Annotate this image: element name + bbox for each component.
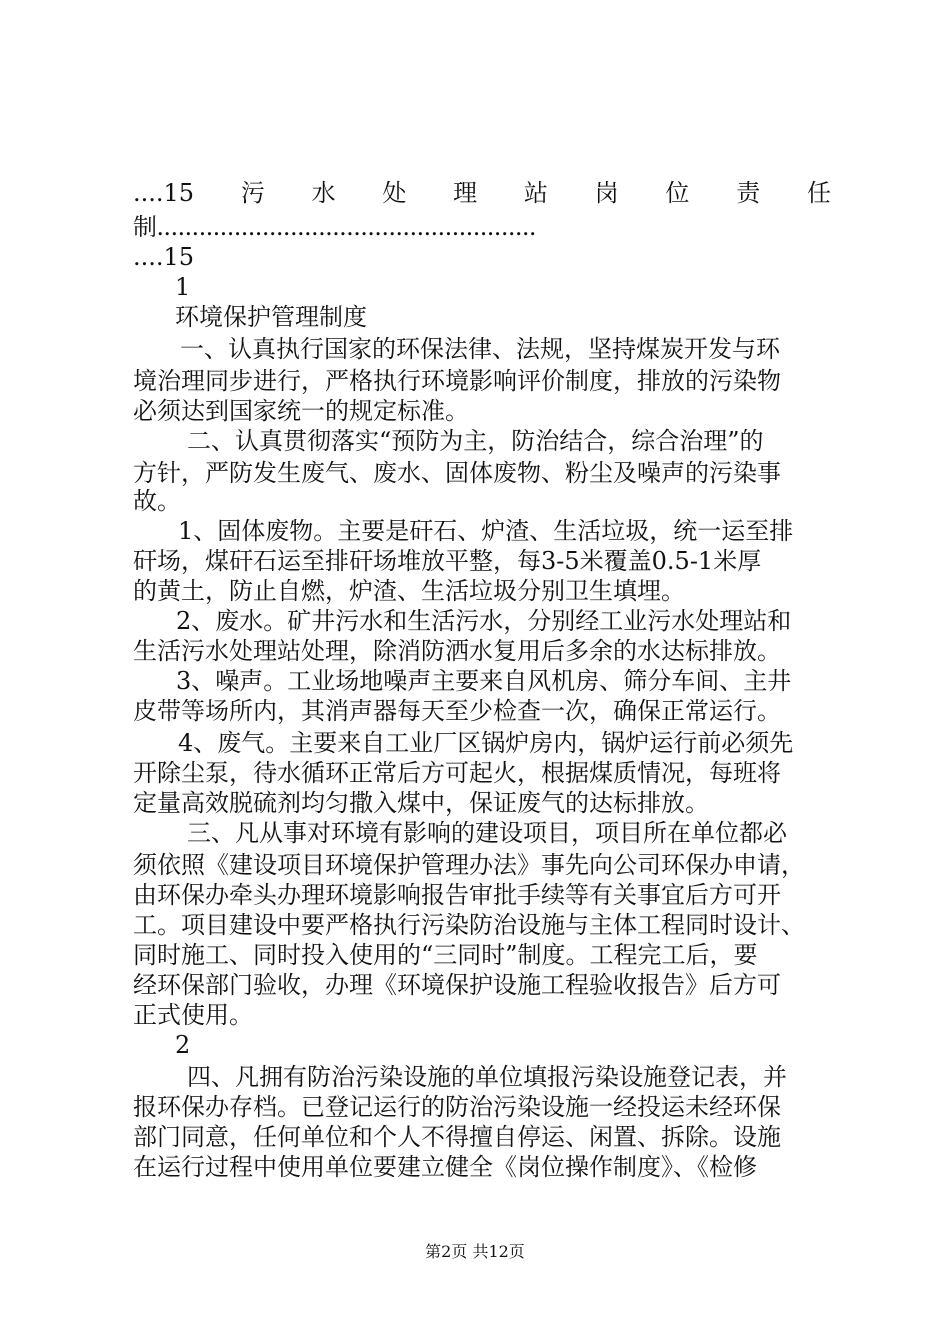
toc-char: 责 (736, 179, 761, 207)
body-line: 3、噪声。工业场地噪声主要来自风机房、筛分车间、主井 (176, 667, 792, 695)
page-footer: 第2页 共12页 (425, 1242, 525, 1261)
body-line: 工。项目建设中要严格执行污染防治设施与主体工程同时设计、 (133, 911, 805, 939)
body-line: 二、认真贯彻落实“预防为主，防治结合，综合治理”的 (163, 427, 764, 455)
body-line: 四、凡拥有防治污染设施的单位填报污染设施登记表，并 (163, 1063, 787, 1091)
body-line: 方针，严防发生废气、废水、固体废物、粉尘及噪声的污染事 (133, 459, 781, 487)
toc-leader: ....15 (133, 179, 195, 207)
toc-char: 任 (806, 179, 831, 207)
body-line: 2、废水。矿井污水和生活污水，分别经工业污水处理站和 (176, 607, 792, 635)
body-line: 同时施工、同时投入使用的“三同时”制度。工程完工后，要 (133, 941, 758, 969)
page-number-marker: 1 (175, 273, 191, 301)
body-line: 生活污水处理站处理，除消防洒水复用后多余的水达标排放。 (133, 637, 781, 665)
body-line: 的黄土，防止自燃，炉渣、生活垃圾分别卫生填埋。 (133, 577, 685, 605)
body-line: 开除尘泵，待水循环正常后方可起火，根据煤质情况，每班将 (133, 759, 781, 787)
body-line: 矸场，煤矸石运至排矸场堆放平整，每3-5米覆盖0.5-1米厚 (133, 547, 762, 575)
body-line: 故。 (133, 487, 181, 515)
toc-line-2: 制...................................................... (133, 213, 536, 241)
body-line: 部门同意，任何单位和个人不得擅自停运、闲置、拆除。设施 (133, 1123, 781, 1151)
toc-char: 岗 (594, 179, 619, 207)
body-line: 须依照《建设项目环境保护管理办法》事先向公司环保办申请， (133, 851, 805, 879)
toc-char: 理 (453, 179, 478, 207)
body-line: 由环保办牵头办理环境影响报告审批手续等有关事宜后方可开 (133, 881, 781, 909)
body-line: 境治理同步进行，严格执行环境影响评价制度，排放的污染物 (133, 367, 781, 395)
toc-char: 位 (665, 179, 690, 207)
toc-char: 处 (382, 179, 407, 207)
body-line: 经环保部门验收，办理《环境保护设施工程验收报告》后方可 (133, 971, 781, 999)
page-number-marker: 2 (175, 1031, 191, 1059)
body-line: 报环保办存档。已登记运行的防治污染设施一经投运未经环保 (133, 1093, 781, 1121)
toc-line-3: ....15 (133, 243, 195, 271)
body-line: 三、凡从事对环境有影响的建设项目，项目所在单位都必 (163, 819, 787, 847)
toc-char: 站 (523, 179, 548, 207)
toc-char: 水 (311, 179, 336, 207)
toc-line-1 (133, 176, 831, 210)
section-title: 环境保护管理制度 (175, 303, 367, 331)
body-line: 1、固体废物。主要是矸石、炉渣、生活垃圾，统一运至排 (178, 517, 794, 545)
body-line: 皮带等场所内，其消声器每天至少检查一次，确保正常运行。 (133, 697, 781, 725)
body-line: 一、认真执行国家的环保法律、法规，坚持煤炭开发与环 (156, 335, 780, 363)
body-line: 定量高效脱硫剂均匀撒入煤中，保证废气的达标排放。 (133, 789, 709, 817)
body-line: 在运行过程中使用单位要建立健全《岗位操作制度》、《检修 (133, 1153, 757, 1181)
toc-char: 污 (240, 179, 265, 207)
body-line: 4、废气。主要来自工业厂区锅炉房内，锅炉运行前必须先 (178, 729, 794, 757)
body-line: 正式使用。 (133, 1001, 253, 1029)
body-line: 必须达到国家统一的规定标准。 (133, 397, 469, 425)
